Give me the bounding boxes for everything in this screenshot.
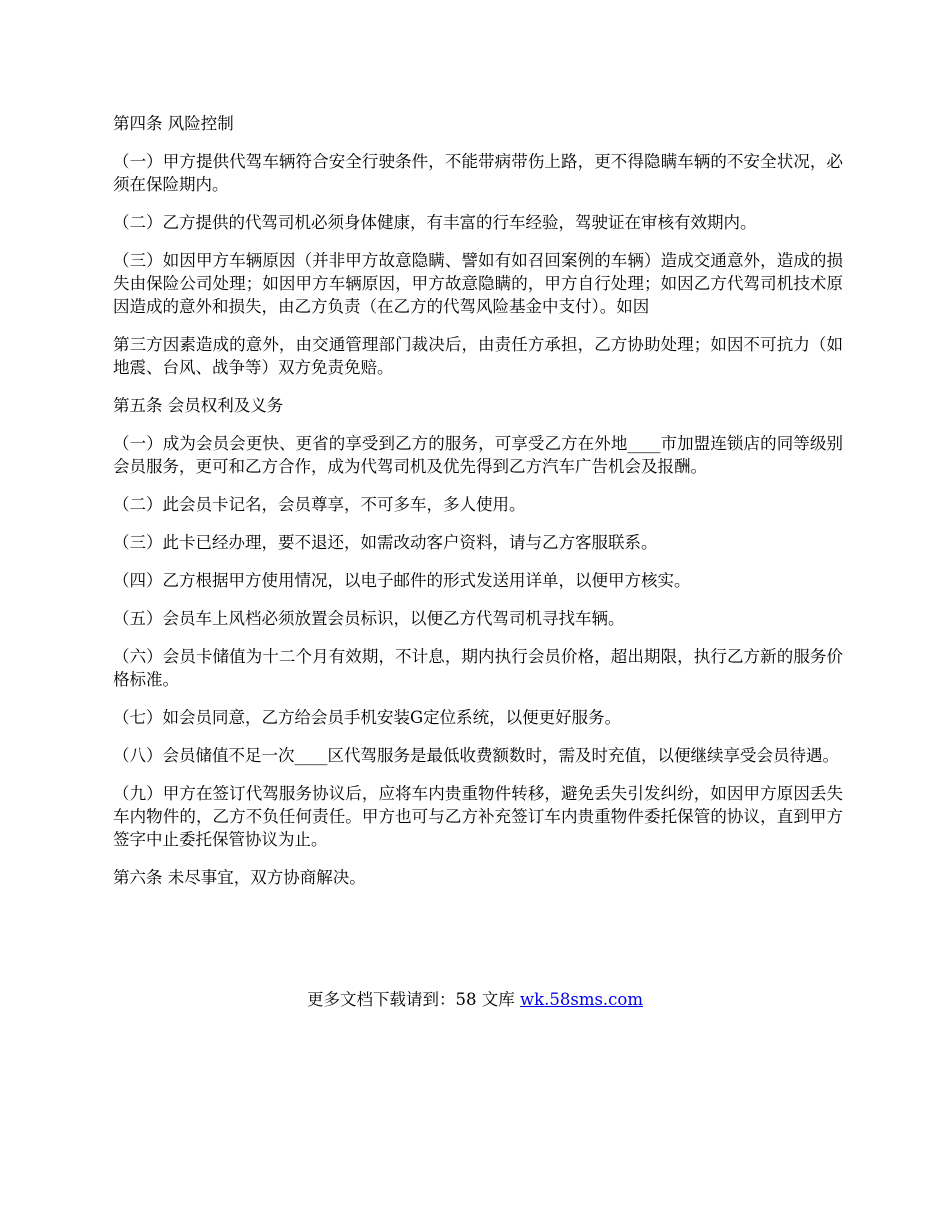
article-5-clause-7: （七）如会员同意，乙方给会员手机安装G定位系统，以便更好服务。 [113, 708, 622, 727]
article-6-heading: 第六条 未尽事宜，双方协商解决。 [113, 868, 366, 887]
article-5-clause-8: （八）会员储值不足一次____区代驾服务是最低收费额数时，需及时充值，以便继续享受会员待遇。 [113, 746, 839, 765]
footer-link[interactable]: wk.58sms.com [519, 990, 643, 1009]
footer-line [0, 988, 950, 1011]
article-5-clause-1: （一）成为会员会更快、更省的享受到乙方的服务，可享受乙方在外地____市加盟连锁店的同等级别会员服务，更可和乙方合作，成为代驾司机及优先得到乙方汽车广告机会及报酬。 [113, 434, 843, 476]
article-5-clause-3: （三）此卡已经办理，要不退还，如需改动客户资料，请与乙方客服联系。 [113, 533, 658, 552]
article-5-clause-6: （六）会员卡储值为十二个月有效期，不计息，期内执行会员价格，超出期限，执行乙方新的服务价格标准。 [113, 647, 843, 689]
article-4-clause-3: （三）如因甲方车辆原因（并非甲方故意隐瞒、譬如有如召回案例的车辆）造成交通意外，造成的损失由保险公司处理；如因甲方车辆原因，甲方故意隐瞒的，甲方自行处理；如因乙方代驾司机技术原因造成的意外和损失，由乙方负责（在乙方的代驾风险基金中支付）。如因 [113, 251, 843, 316]
article-4-heading: 第四条 风险控制 [113, 114, 234, 133]
article-5-clause-2: （二）此会员卡记名，会员尊享，不可多车，多人使用。 [113, 495, 526, 514]
article-4-third-party: 第三方因素造成的意外，由交通管理部门裁决后，由责任方承担，乙方协助处理；如因不可抗力（如地震、台风、战争等）双方免责免赔。 [113, 335, 843, 377]
article-5-clause-5: （五）会员车上风档必须放置会员标识，以便乙方代驾司机寻找车辆。 [113, 609, 625, 628]
article-5-heading: 第五条 会员权利及义务 [113, 396, 284, 415]
article-5-clause-4: （四）乙方根据甲方使用情况，以电子邮件的形式发送用详单，以便甲方核实。 [113, 571, 691, 590]
footer-text: 更多文档下载请到：58 文库 [306, 990, 520, 1009]
article-4-clause-2: （二）乙方提供的代驾司机必须身体健康，有丰富的行车经验，驾驶证在审核有效期内。 [113, 213, 757, 232]
article-4-clause-1: （一）甲方提供代驾车辆符合安全行驶条件，不能带病带伤上路，更不得隐瞒车辆的不安全状况，必须在保险期内。 [113, 152, 843, 194]
document-body [113, 112, 843, 904]
article-5-clause-9: （九）甲方在签订代驾服务协议后，应将车内贵重物件转移，避免丢失引发纠纷，如因甲方原因丢失车内物件的，乙方不负任何责任。甲方也可与乙方补充签订车内贵重物件委托保管的协议，直到甲方签字中止委托保管协议为止。 [113, 784, 843, 849]
